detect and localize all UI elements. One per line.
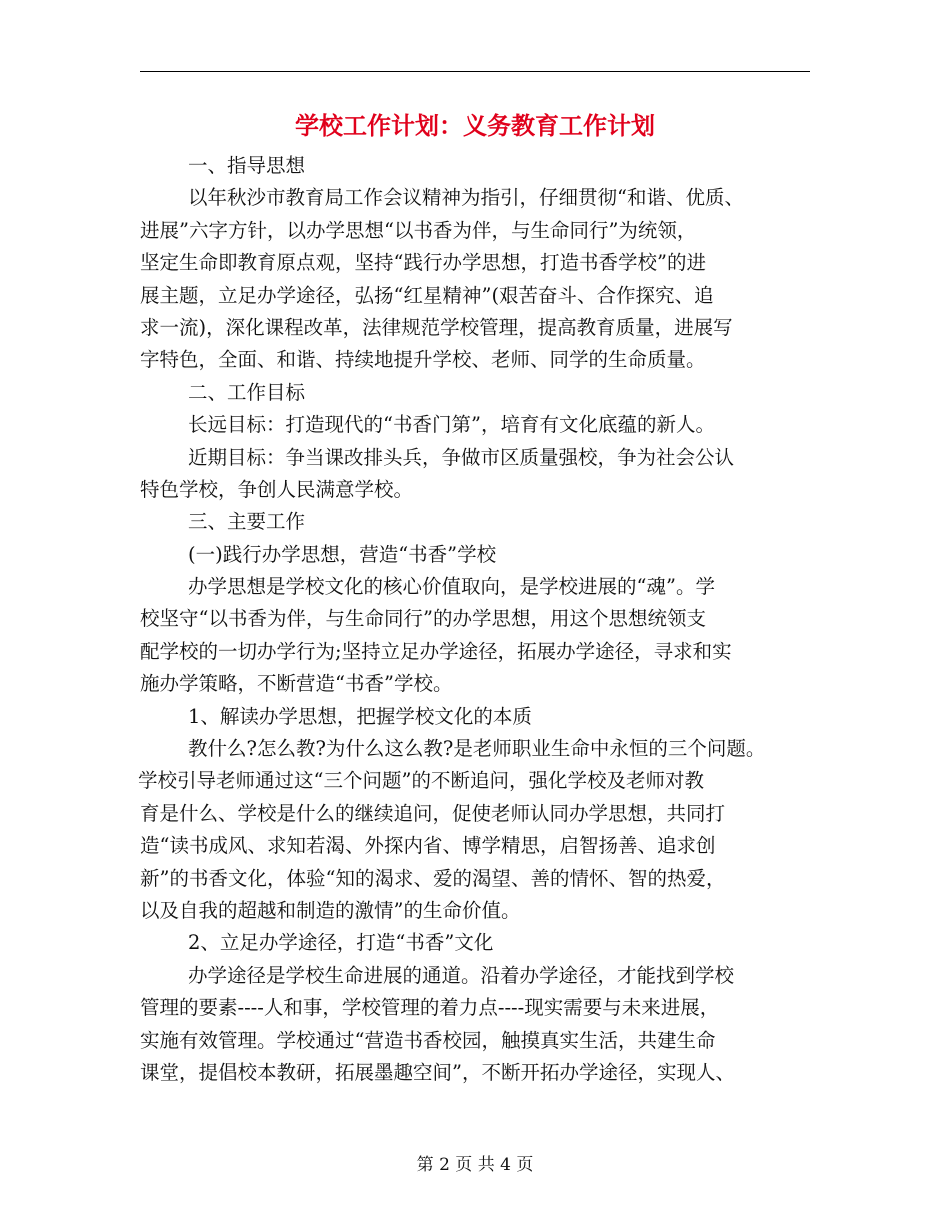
body-line: 造“读书成风、求知若渴、外探内省、博学精思，启智扬善、追求创 [140, 834, 716, 858]
body-line: 施办学策略，不断营造“书香”学校。 [140, 672, 453, 696]
body-line: 一、指导思想 [188, 154, 306, 177]
body-line: 2、立足办学途径，打造“书香”文化 [188, 931, 494, 955]
body-line: 坚定生命即教育原点观，坚持“践行办学思想，打造书香学校”的进 [140, 251, 706, 275]
body-line: 育是什么、学校是什么的继续追问，促使老师认同办学思想，共同打 [140, 801, 726, 825]
body-line: 实施有效管理。学校通过“营造书香校园，触摸真实生活，共建生命 [140, 1028, 716, 1052]
body-line: 教什么?怎么教?为什么这么教?是老师职业生命中永恒的三个问题。 [188, 737, 766, 761]
document-body [140, 150, 810, 1089]
body-line: 办学思想是学校文化的核心价值取向，是学校进展的“魂”。学 [188, 575, 715, 599]
body-line: 课堂，提倡校本教研，拓展墨趣空间”，不断开拓办学途径，实现人、 [140, 1060, 735, 1084]
body-line: 以年秋沙市教育局工作会议精神为指引，仔细贯彻“和谐、优质、 [188, 186, 744, 210]
body-line: 长远目标：打造现代的“书香门第”，培育有文化底蕴的新人。 [188, 413, 715, 437]
body-line: 学校引导老师通过这“三个问题”的不断追问，强化学校及老师对教 [138, 769, 704, 793]
body-line: 校坚守“以书香为伴，与生命同行”的办学思想，用这个思想统领支 [140, 607, 706, 631]
document-title: 学校工作计划：义务教育工作计划 [295, 111, 655, 140]
body-line: 管理的要素----人和事，学校管理的着力点----现实需要与未来进展， [140, 996, 720, 1020]
body-line: 字特色，全面、和谐、持续地提升学校、老师、同学的生命质量。 [140, 348, 706, 372]
body-line: 二、工作目标 [188, 380, 306, 404]
body-line: 办学途径是学校生命进展的通道。沿着办学途径，才能找到学校 [188, 963, 735, 987]
body-line: 配学校的一切办学行为;坚持立足办学途径，拓展办学途径，寻求和实 [140, 639, 732, 663]
body-line: (一)践行办学思想，营造“书香”学校 [188, 542, 497, 566]
body-line: 三、主要工作 [188, 510, 306, 534]
body-line: 进展”六字方针，以办学思想“以书香为伴，与生命同行”为统领， [140, 218, 697, 242]
body-line: 展主题，立足办学途径，弘扬“红星精神”(艰苦奋斗、合作探究、追 [140, 283, 714, 307]
body-line: 1、解读办学思想，把握学校文化的本质 [188, 704, 532, 728]
body-line: 近期目标：争当课改排头兵，争做市区质量强校，争为社会公认 [188, 445, 735, 469]
body-line: 特色学校，争创人民满意学校。 [140, 477, 414, 501]
body-line: 新”的书香文化，体验“知的渴求、爱的渴望、善的情怀、智的热爱， [140, 866, 726, 890]
body-line: 以及自我的超越和制造的激情”的生命价值。 [140, 898, 521, 922]
header-rule [140, 71, 810, 72]
page-number: 第 2 页 共 4 页 [416, 1155, 534, 1175]
body-line: 求一流)，深化课程改革，法律规范学校管理，提高教育质量，进展写 [140, 315, 733, 339]
